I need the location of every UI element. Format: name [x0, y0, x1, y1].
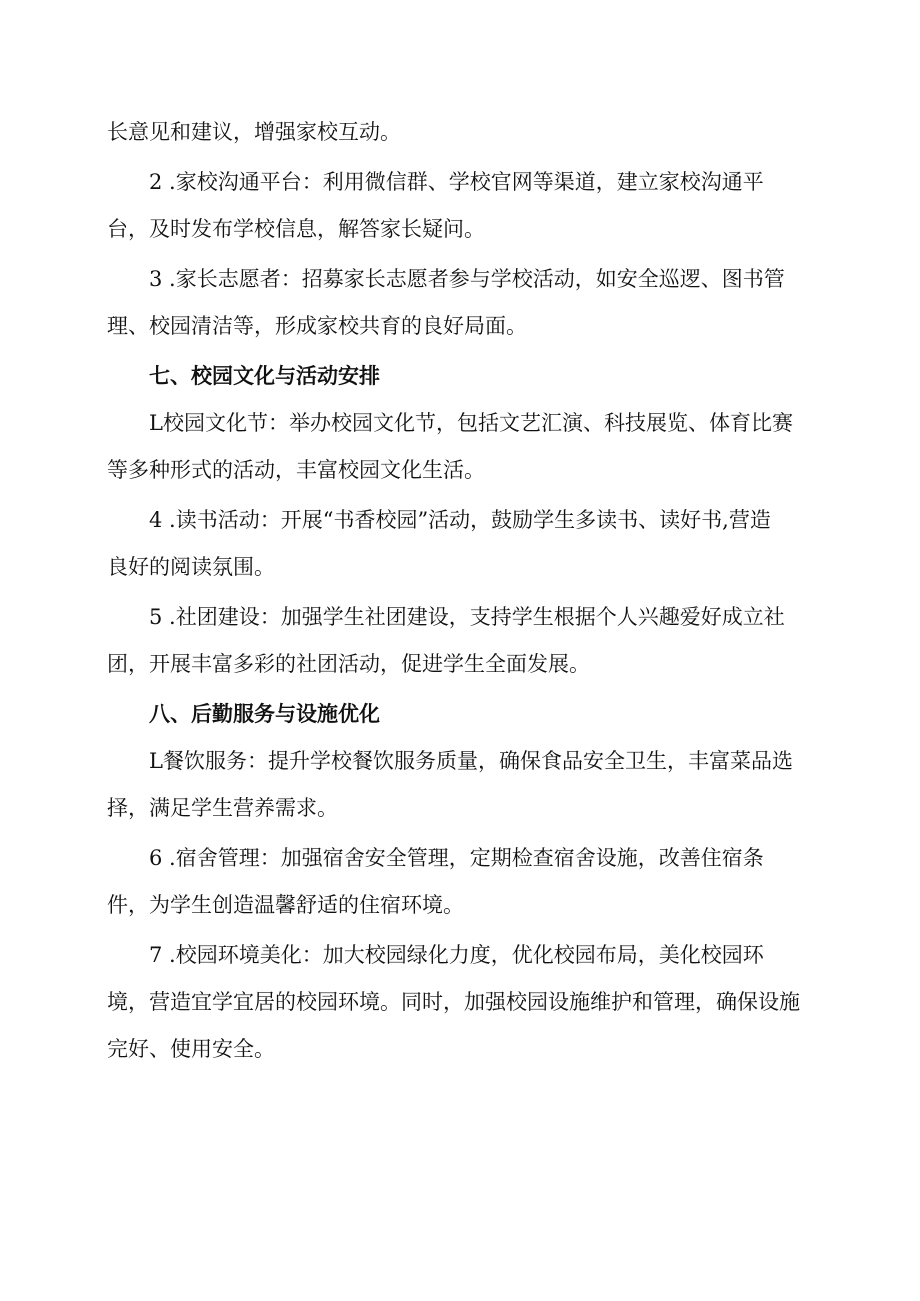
list-item-club-building: 5 .社团建设：加强学生社团建设，支持学生根据个人兴趣爱好成立社 — [149, 605, 785, 629]
list-item-continuation: 完好、使用安全。 — [107, 1037, 275, 1061]
list-item-continuation: 理、校园清洁等，形成家校共育的良好局面。 — [107, 314, 527, 338]
section-heading-logistics: 八、后勤服务与设施优化 — [149, 701, 380, 726]
list-item-campus-environment: 7 .校园环境美化：加大校园绿化力度，优化校园布局，美化校园环 — [149, 943, 764, 967]
list-item-continuation: 等多种形式的活动，丰富校园文化生活。 — [107, 458, 485, 482]
list-item-dormitory: 6 .宿舍管理：加强宿舍安全管理，定期检查宿舍设施，改善住宿条 — [149, 846, 764, 870]
paragraph-continuation: 长意见和建议，增强家校互动。 — [107, 120, 401, 144]
list-item-reading-activity: 4 .读书活动：开展“书香校园”活动，鼓励学生多读书、读好书,营造 — [149, 508, 771, 532]
section-heading-campus-culture: 七、校园文化与活动安排 — [149, 363, 380, 388]
list-item-continuation: 境，营造宜学宜居的校园环境。同时，加强校园设施维护和管理，确保设施 — [107, 990, 800, 1014]
list-item-continuation: 台，及时发布学校信息，解答家长疑问。 — [107, 217, 485, 241]
list-item-home-school-platform: 2 .家校沟通平台：利用微信群、学校官网等渠道，建立家校沟通平 — [149, 170, 764, 194]
list-item-catering: L餐饮服务：提升学校餐饮服务质量，确保食品安全卫生，丰富菜品选 — [149, 749, 793, 773]
list-item-culture-festival: L校园文化节：举办校园文化节，包括文艺汇演、科技展览、体育比赛 — [149, 411, 793, 435]
list-item-continuation: 择，满足学生营养需求。 — [107, 796, 338, 820]
list-item-continuation: 良好的阅读氛围。 — [107, 555, 275, 579]
list-item-parent-volunteers: 3 .家长志愿者：招募家长志愿者参与学校活动，如安全巡逻、图书管 — [149, 267, 785, 291]
list-item-continuation: 件，为学生创造温馨舒适的住宿环境。 — [107, 893, 464, 917]
list-item-continuation: 团，开展丰富多彩的社团活动，促进学生全面发展。 — [107, 652, 590, 676]
